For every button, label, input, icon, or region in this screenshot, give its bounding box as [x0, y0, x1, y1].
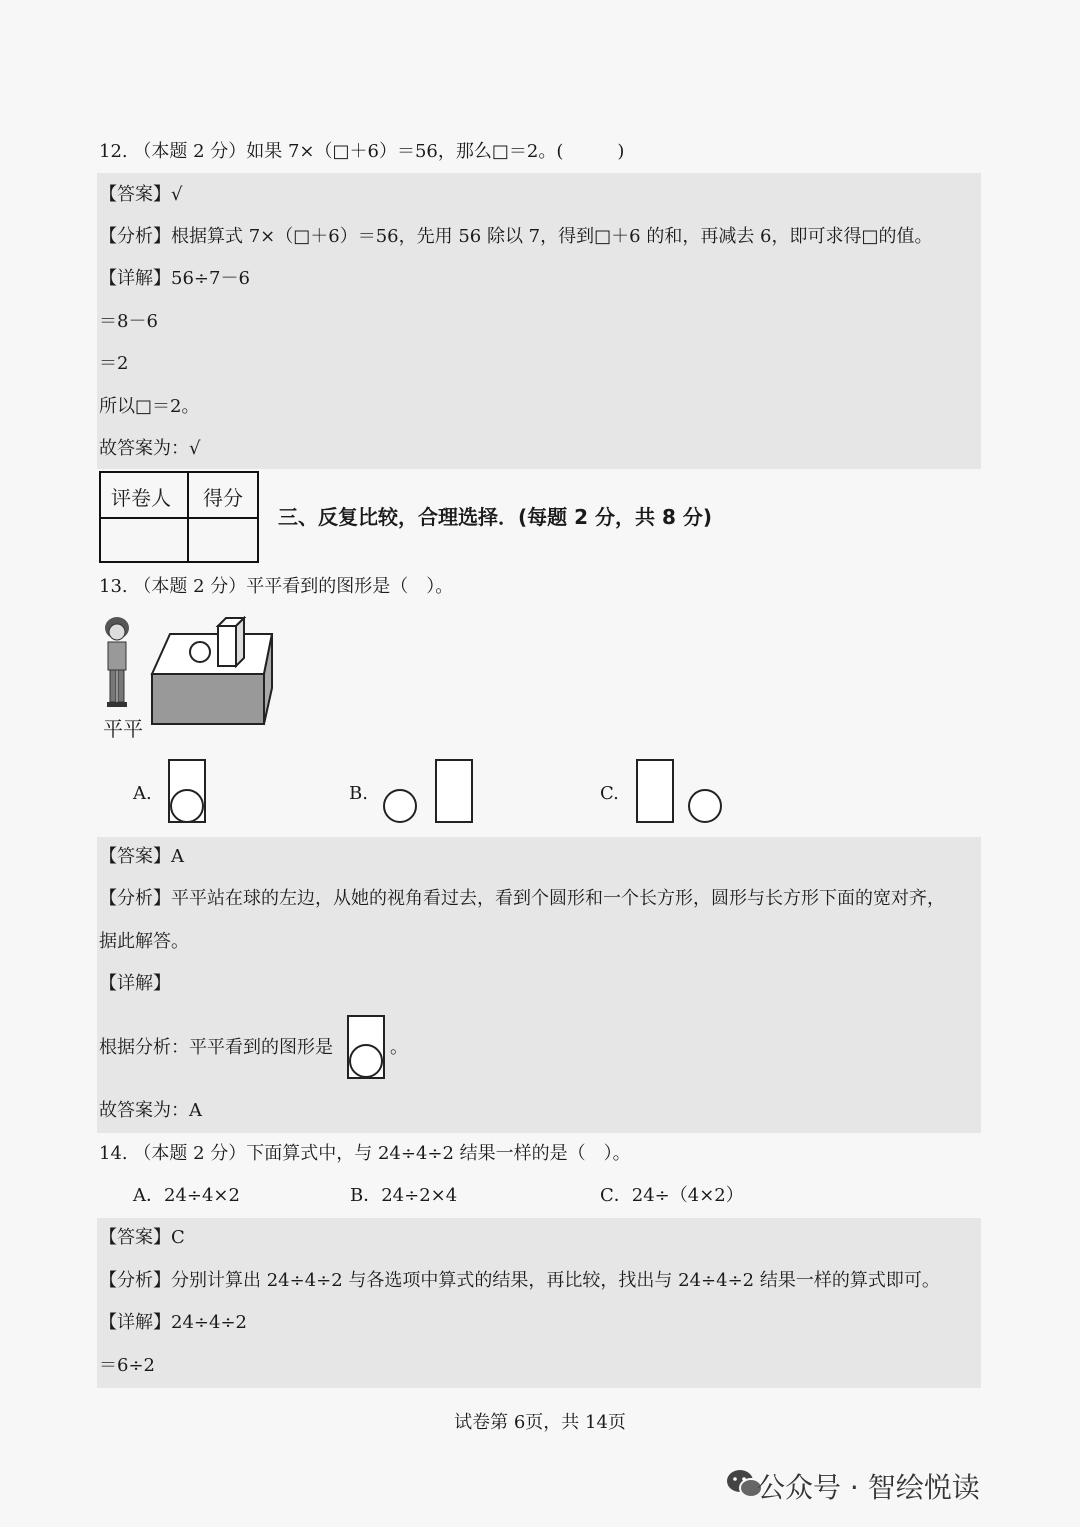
q13-answer-block [97, 837, 981, 1133]
q13-option-b-label: B. [349, 783, 368, 804]
page-footer: 试卷第 6页，共 14页 [454, 1412, 626, 1433]
reviewer-header: 评卷人 [111, 486, 171, 510]
q12-analysis: 【分析】根据算式 7×（□＋6）＝56，先用 56 除以 7，得到□＋6 的和，再减去 6，即可求得□的值。 [99, 226, 933, 247]
q14-answer-block [97, 1218, 981, 1388]
q12-final: 故答案为：√ [99, 438, 201, 459]
option-c-rectangle-icon [636, 759, 674, 823]
score-header: 得分 [203, 486, 243, 510]
q14-step1: ＝6÷2 [99, 1355, 155, 1376]
q14-stem: 14. （本题 2 分）下面算式中，与 24÷4÷2 结果一样的是（ ）。 [99, 1143, 631, 1164]
q13-option-a-label: A. [133, 783, 152, 804]
ball-icon [190, 642, 210, 662]
q14-option-c: C．24÷（4×2） [600, 1185, 744, 1206]
girl-figure-icon [105, 617, 129, 707]
q12-step1: ＝8－6 [99, 311, 158, 332]
detail-circle-icon [349, 1044, 383, 1078]
option-b-circle-icon [383, 789, 417, 823]
q12-answer-block [97, 173, 981, 469]
q12-answer: 【答案】√ [99, 184, 183, 205]
section3-title: 三、反复比较，合理选择．(每题 2 分，共 8 分) [278, 505, 712, 529]
q14-option-a: A．24÷4×2 [133, 1185, 240, 1206]
q13-final: 故答案为：A [99, 1100, 202, 1121]
score-table-hline [101, 517, 257, 519]
watermark-text: 公众号 · 智绘悦读 [757, 1471, 980, 1504]
score-table [99, 471, 259, 563]
q13-figure-label: 平平 [103, 717, 143, 741]
q13-detail-text: 根据分析：平平看到的图形是 [99, 1037, 333, 1058]
option-b-rectangle-icon [435, 759, 473, 823]
q13-stem: 13. （本题 2 分）平平看到的图形是（ ）。 [99, 576, 454, 597]
q14-analysis: 【分析】分别计算出 24÷4÷2 与各选项中算式的结果，再比较，找出与 24÷4÷2 结果一样的算式即可。 [99, 1270, 940, 1291]
q13-detail-end: 。 [390, 1037, 408, 1058]
q14-answer: 【答案】C [99, 1227, 185, 1248]
q12-conclusion: 所以□＝2。 [99, 396, 200, 417]
q12-detail: 【详解】56÷7－6 [99, 268, 250, 289]
q14-option-b: B．24÷2×4 [350, 1185, 458, 1206]
q14-detail: 【详解】24÷4÷2 [99, 1312, 247, 1333]
q13-answer: 【答案】A [99, 846, 184, 867]
option-a-circle-icon [170, 789, 204, 823]
q12-step2: ＝2 [99, 353, 129, 374]
q13-analysis-2: 据此解答。 [99, 931, 189, 952]
q12-stem: 12. （本题 2 分）如果 7×（□＋6）＝56，那么□＝2。( ) [99, 141, 625, 162]
cuboid-icon [218, 626, 236, 666]
table-top-icon [152, 634, 272, 674]
q13-detail: 【详解】 [99, 973, 171, 994]
option-c-circle-icon [688, 789, 722, 823]
q13-option-c-label: C. [600, 783, 619, 804]
q13-analysis-1: 【分析】平平站在球的左边，从她的视角看过去，看到个圆形和一个长方形，圆形与长方形下面的宽对齐， [99, 888, 945, 909]
